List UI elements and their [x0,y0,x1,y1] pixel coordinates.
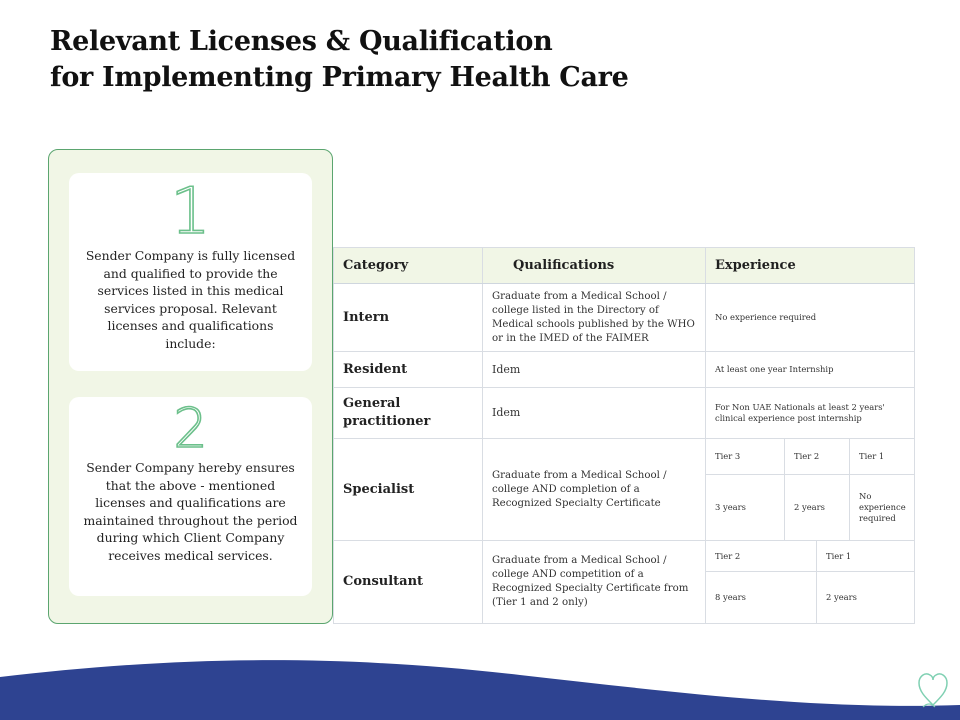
consultant-tier-2: Tier 2 [706,541,817,572]
table-row-resident [334,352,915,388]
consultant-years-tier-1: 2 years [817,572,915,624]
slide-title-line-1: Relevant Licenses & Qualification [50,26,553,57]
intern-experience: No experience required [706,284,915,352]
footer-wave [0,655,960,720]
card-text-1: Sender Company is fully licensed and qualified to provide the services listed in this medical services proposal. Relevant licenses and qualifications include: [85,248,296,351]
header-experience: Experience [706,248,915,284]
table-row-specialist [334,439,915,475]
table-header-row [334,248,915,284]
consultant-years-tier-2: 8 years [706,572,817,624]
specialist-years-tier-1: No experience required [850,475,915,541]
table-row-intern [334,284,915,352]
specialist-years-tier-2: 2 years [785,475,850,541]
intern-qualifications: Graduate from a Medical School / college listed in the Directory of Medical schools published by the WHO or in the IMED of the FAIMER [483,284,706,352]
specialist-tier-2: Tier 2 [785,439,850,475]
header-category: Category [334,248,483,284]
specialist-category: Specialist [334,439,483,541]
qualifications-table [333,247,915,624]
resident-experience: At least one year Internship [706,352,915,388]
specialist-qualifications: Graduate from a Medical School / college AND completion of a Recognized Specialty Certificate [483,439,706,541]
card-number-1: 1 [170,175,211,249]
gp-category: General practitioner [334,388,483,439]
resident-qualifications: Idem [483,352,706,388]
specialist-years-tier-3: 3 years [706,475,785,541]
licenses-panel [48,149,333,624]
table-row-general-practitioner [334,388,915,439]
footer-wave-shape [0,660,960,720]
gp-qualifications: Idem [483,388,706,439]
specialist-tier-1: Tier 1 [850,439,915,475]
license-card-2 [69,397,312,596]
intern-category: Intern [334,284,483,352]
consultant-tier-1: Tier 1 [817,541,915,572]
table-row-consultant [334,541,915,572]
license-card-1 [69,173,312,371]
specialist-tier-3: Tier 3 [706,439,785,475]
card-number-2: 2 [173,397,208,460]
slide-title [50,24,850,96]
slide-title-line-2: for Implementing Primary Health Care [50,62,629,93]
consultant-category: Consultant [334,541,483,624]
heart-logo-icon [915,667,951,711]
consultant-qualifications: Graduate from a Medical School / college AND competition of a Recognized Specialty Certificate from (Tier 1 and 2 only) [483,541,706,624]
header-qualifications: Qualifications [483,248,706,284]
card-text-2: Sender Company hereby ensures that the above - mentioned licenses and qualifications are maintained throughout the period during which Client Company receives medical services. [83,460,298,563]
resident-category: Resident [334,352,483,388]
gp-experience: For Non UAE Nationals at least 2 years' clinical experience post internship [706,388,915,439]
